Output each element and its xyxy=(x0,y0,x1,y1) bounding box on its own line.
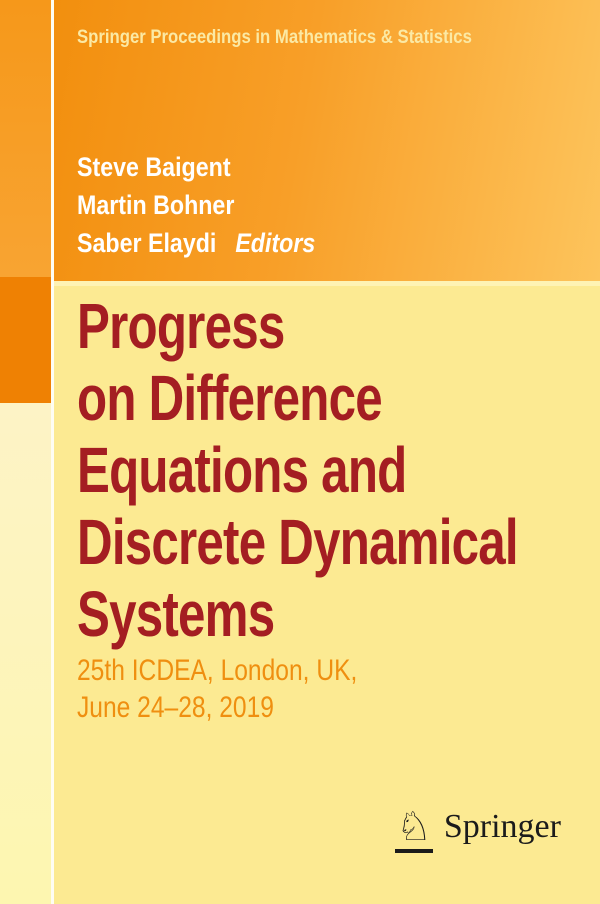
book-subtitle-line: 25th ICDEA, London, UK, xyxy=(77,654,358,687)
springer-wordmark: Springer xyxy=(443,808,561,845)
springer-logo xyxy=(395,806,561,853)
editors-block xyxy=(77,148,315,262)
book-title xyxy=(77,290,518,650)
book-title-line: on Difference xyxy=(77,362,382,434)
editor-name: Saber Elaydi xyxy=(77,228,217,258)
spine-strip-top xyxy=(0,0,51,277)
editors-label: Editors xyxy=(235,228,316,258)
editor-line-with-label xyxy=(77,224,315,262)
series-title: Springer Proceedings in Mathematics & Statistics xyxy=(77,27,472,48)
book-title-line: Progress xyxy=(77,290,285,362)
book-title-line: Equations and xyxy=(77,434,407,506)
book-subtitle xyxy=(77,652,357,726)
springer-knight-icon: ♘ xyxy=(395,806,433,853)
book-subtitle-line: June 24–28, 2019 xyxy=(77,691,274,724)
spine-strip-bottom xyxy=(0,403,51,904)
editor-name: Martin Bohner xyxy=(77,190,235,220)
book-title-line: Systems xyxy=(77,578,275,650)
editor-name: Steve Baigent xyxy=(77,152,231,182)
spine-accent-square xyxy=(0,277,51,403)
book-title-line: Discrete Dynamical xyxy=(77,506,518,578)
